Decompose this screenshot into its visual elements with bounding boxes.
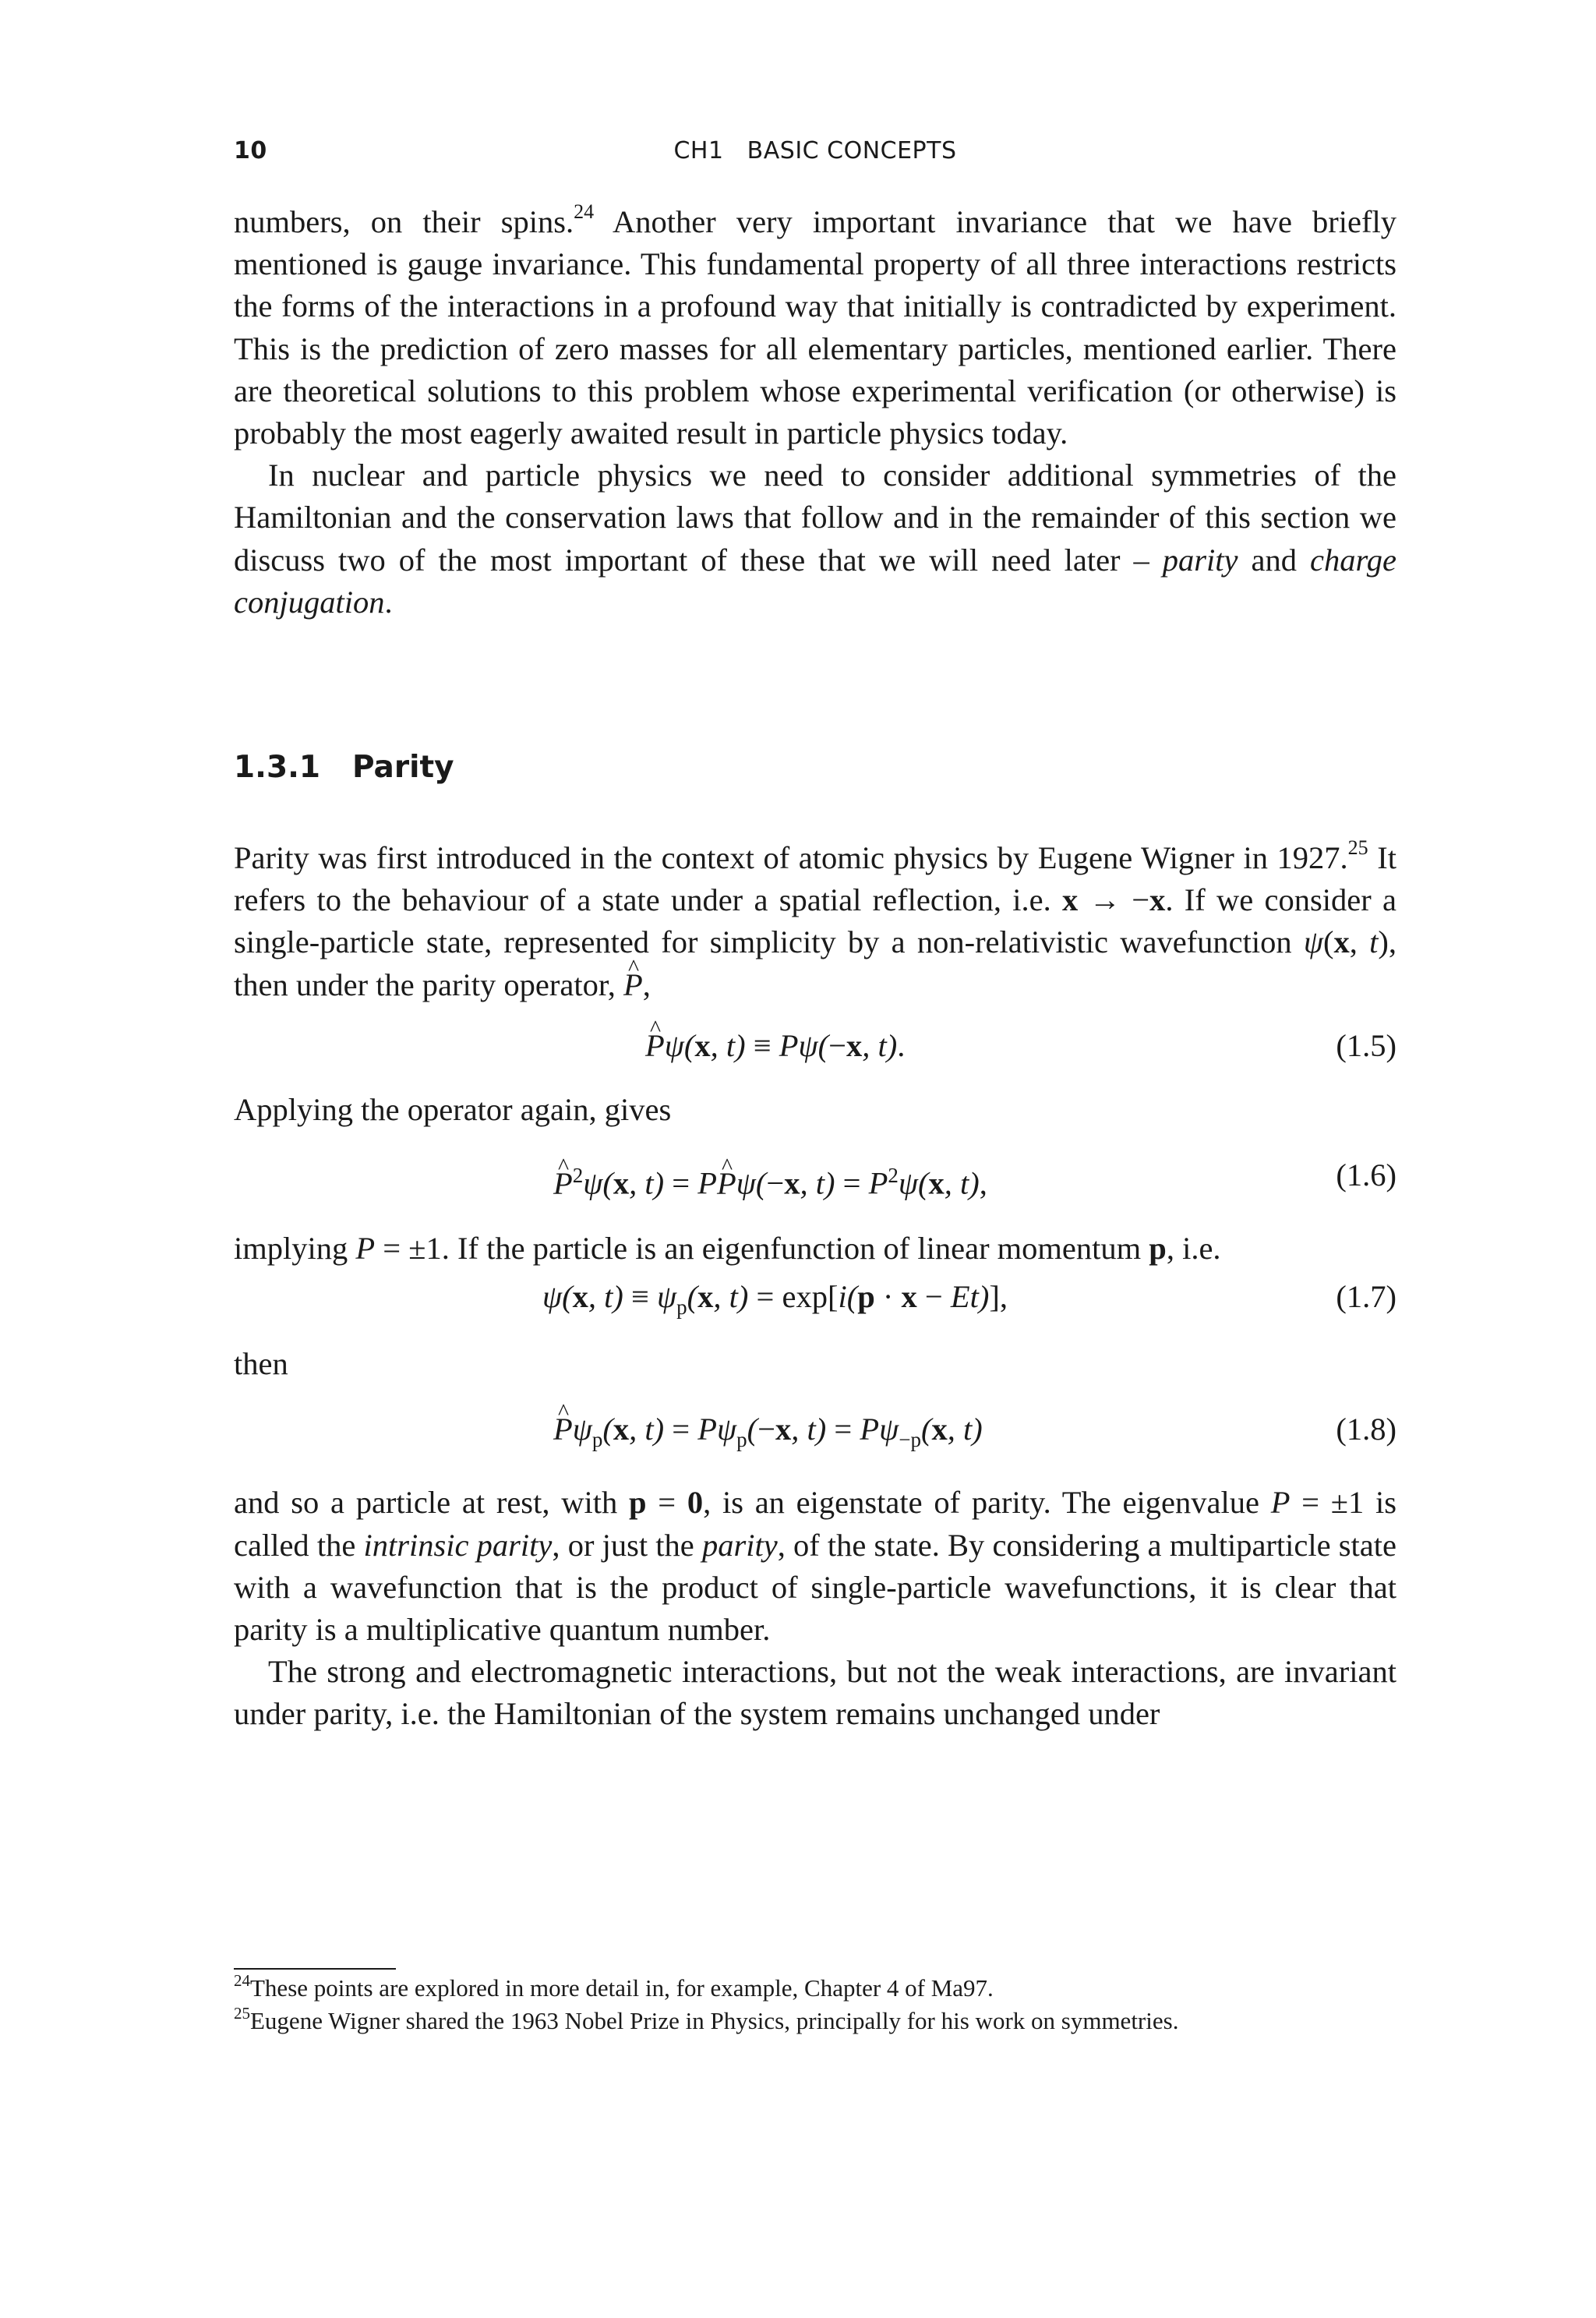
- intro-paragraph-2: In nuclear and particle physics we need to consider additional symmetries of the Hamiltonian and the conservation laws that follow and in the remainder of this section we discuss two of the most important of these that we will need later – parity and charge conjugation.: [234, 458, 1396, 620]
- parity-paragraph-2: Applying the operator again, gives: [234, 1091, 672, 1127]
- parity-paragraph-5: and so a particle at rest, with p = 0, is an eigenstate of parity. The eigenvalue P = ±1 is called the intrinsic parity, or just the parity, of the state. By considering a multiparticle state with a wavefunction that is the product of single-particle wavefunctions, it is clear that parity is a multiplicative quantum number.: [234, 1485, 1397, 1648]
- equation-1-6-number: (1.6): [1336, 1157, 1396, 1193]
- equation-1-5-number: (1.5): [1336, 1027, 1396, 1063]
- parity-paragraph-4: then: [234, 1346, 288, 1382]
- intro-text: [234, 201, 1396, 624]
- equation-1-6: [234, 1131, 1396, 1220]
- section-body: [234, 837, 1396, 1736]
- equation-1-8-formula: ^ $P\psi_p(x$, $t) = P\psi_p(-x$, $t) = P\psi_{-p}(x$, t): [553, 1408, 983, 1461]
- running-head: [234, 137, 1396, 171]
- intro-paragraph-1: numbers, on their spins.$^{24}$ Another very important invariance that we have briefly mentioned is gauge invariance. This fundamental property of all three interactions restricts the forms of the interactions in a profound way that initially is contradicted by experiment. This is the prediction of zero masses for all elementary particles, mentioned earlier. There are theoretical solutions to this problem whose experimental verification (or otherwise) is probably the most eagerly awaited result in particle physics today.: [234, 200, 1396, 451]
- equation-1-6-formula: ^ $P^2\psi(x$, t) = P^ Pψ(−x, $t) = P^2\psi(x$, t),: [553, 1154, 987, 1205]
- footnote-24: $^{24}$These points are explored in more detail in, for example, Chapter 4 of Ma97.: [234, 1970, 994, 2002]
- footnote-rule: [234, 1968, 396, 1970]
- equation-1-8-number: (1.8): [1336, 1412, 1396, 1447]
- page-number: 10: [234, 137, 267, 164]
- section-title: Parity: [352, 750, 454, 785]
- footnote-ref-24[interactable]: 24: [574, 200, 595, 223]
- equation-1-7-formula: ψ(x, $t) \equiv \psi_p(x$, t) = exp[i(p · x − Et)],: [542, 1279, 1008, 1320]
- chapter-title: CH1 BASIC CONCEPTS: [673, 137, 957, 164]
- equation-1-5: [234, 1006, 1396, 1094]
- footnotes: [234, 1972, 1396, 2037]
- equation-1-7-number: (1.7): [1336, 1279, 1396, 1315]
- parity-paragraph-3: implying P = ±1. If the particle is an eigenfunction of linear momentum p, i.e.: [234, 1231, 1221, 1267]
- equation-1-8: [234, 1385, 1396, 1477]
- parity-paragraph-6: The strong and electromagnetic interactions, but not the weak interactions, are invariant under parity, i.e. the Hamiltonian of the system remains unchanged under: [234, 1654, 1396, 1732]
- parity-paragraph-1: Parity was first introduced in the context of atomic physics by Eugene Wigner in 1927.25 It refers to the behaviour of a state under a spatial reflection, i.e. x → −x. If we consider a single-particle state, represented for simplicity by a non-relativistic wavefunction ψ(x, t), then under the parity operator, ^ P,: [234, 837, 1396, 1006]
- section-heading: [234, 750, 454, 785]
- footnote-25: $^{25}$Eugene Wigner shared the 1963 Nobel Prize in Physics, principally for his work on symmetries.: [234, 2003, 1179, 2034]
- equation-1-5-formula: ^ Pψ(x, t) ≡ Pψ(−x, t).: [645, 1025, 905, 1067]
- section-number: 1.3.1: [234, 750, 321, 785]
- equation-1-7: [234, 1270, 1396, 1345]
- footnote-ref-25[interactable]: 25: [1347, 836, 1368, 859]
